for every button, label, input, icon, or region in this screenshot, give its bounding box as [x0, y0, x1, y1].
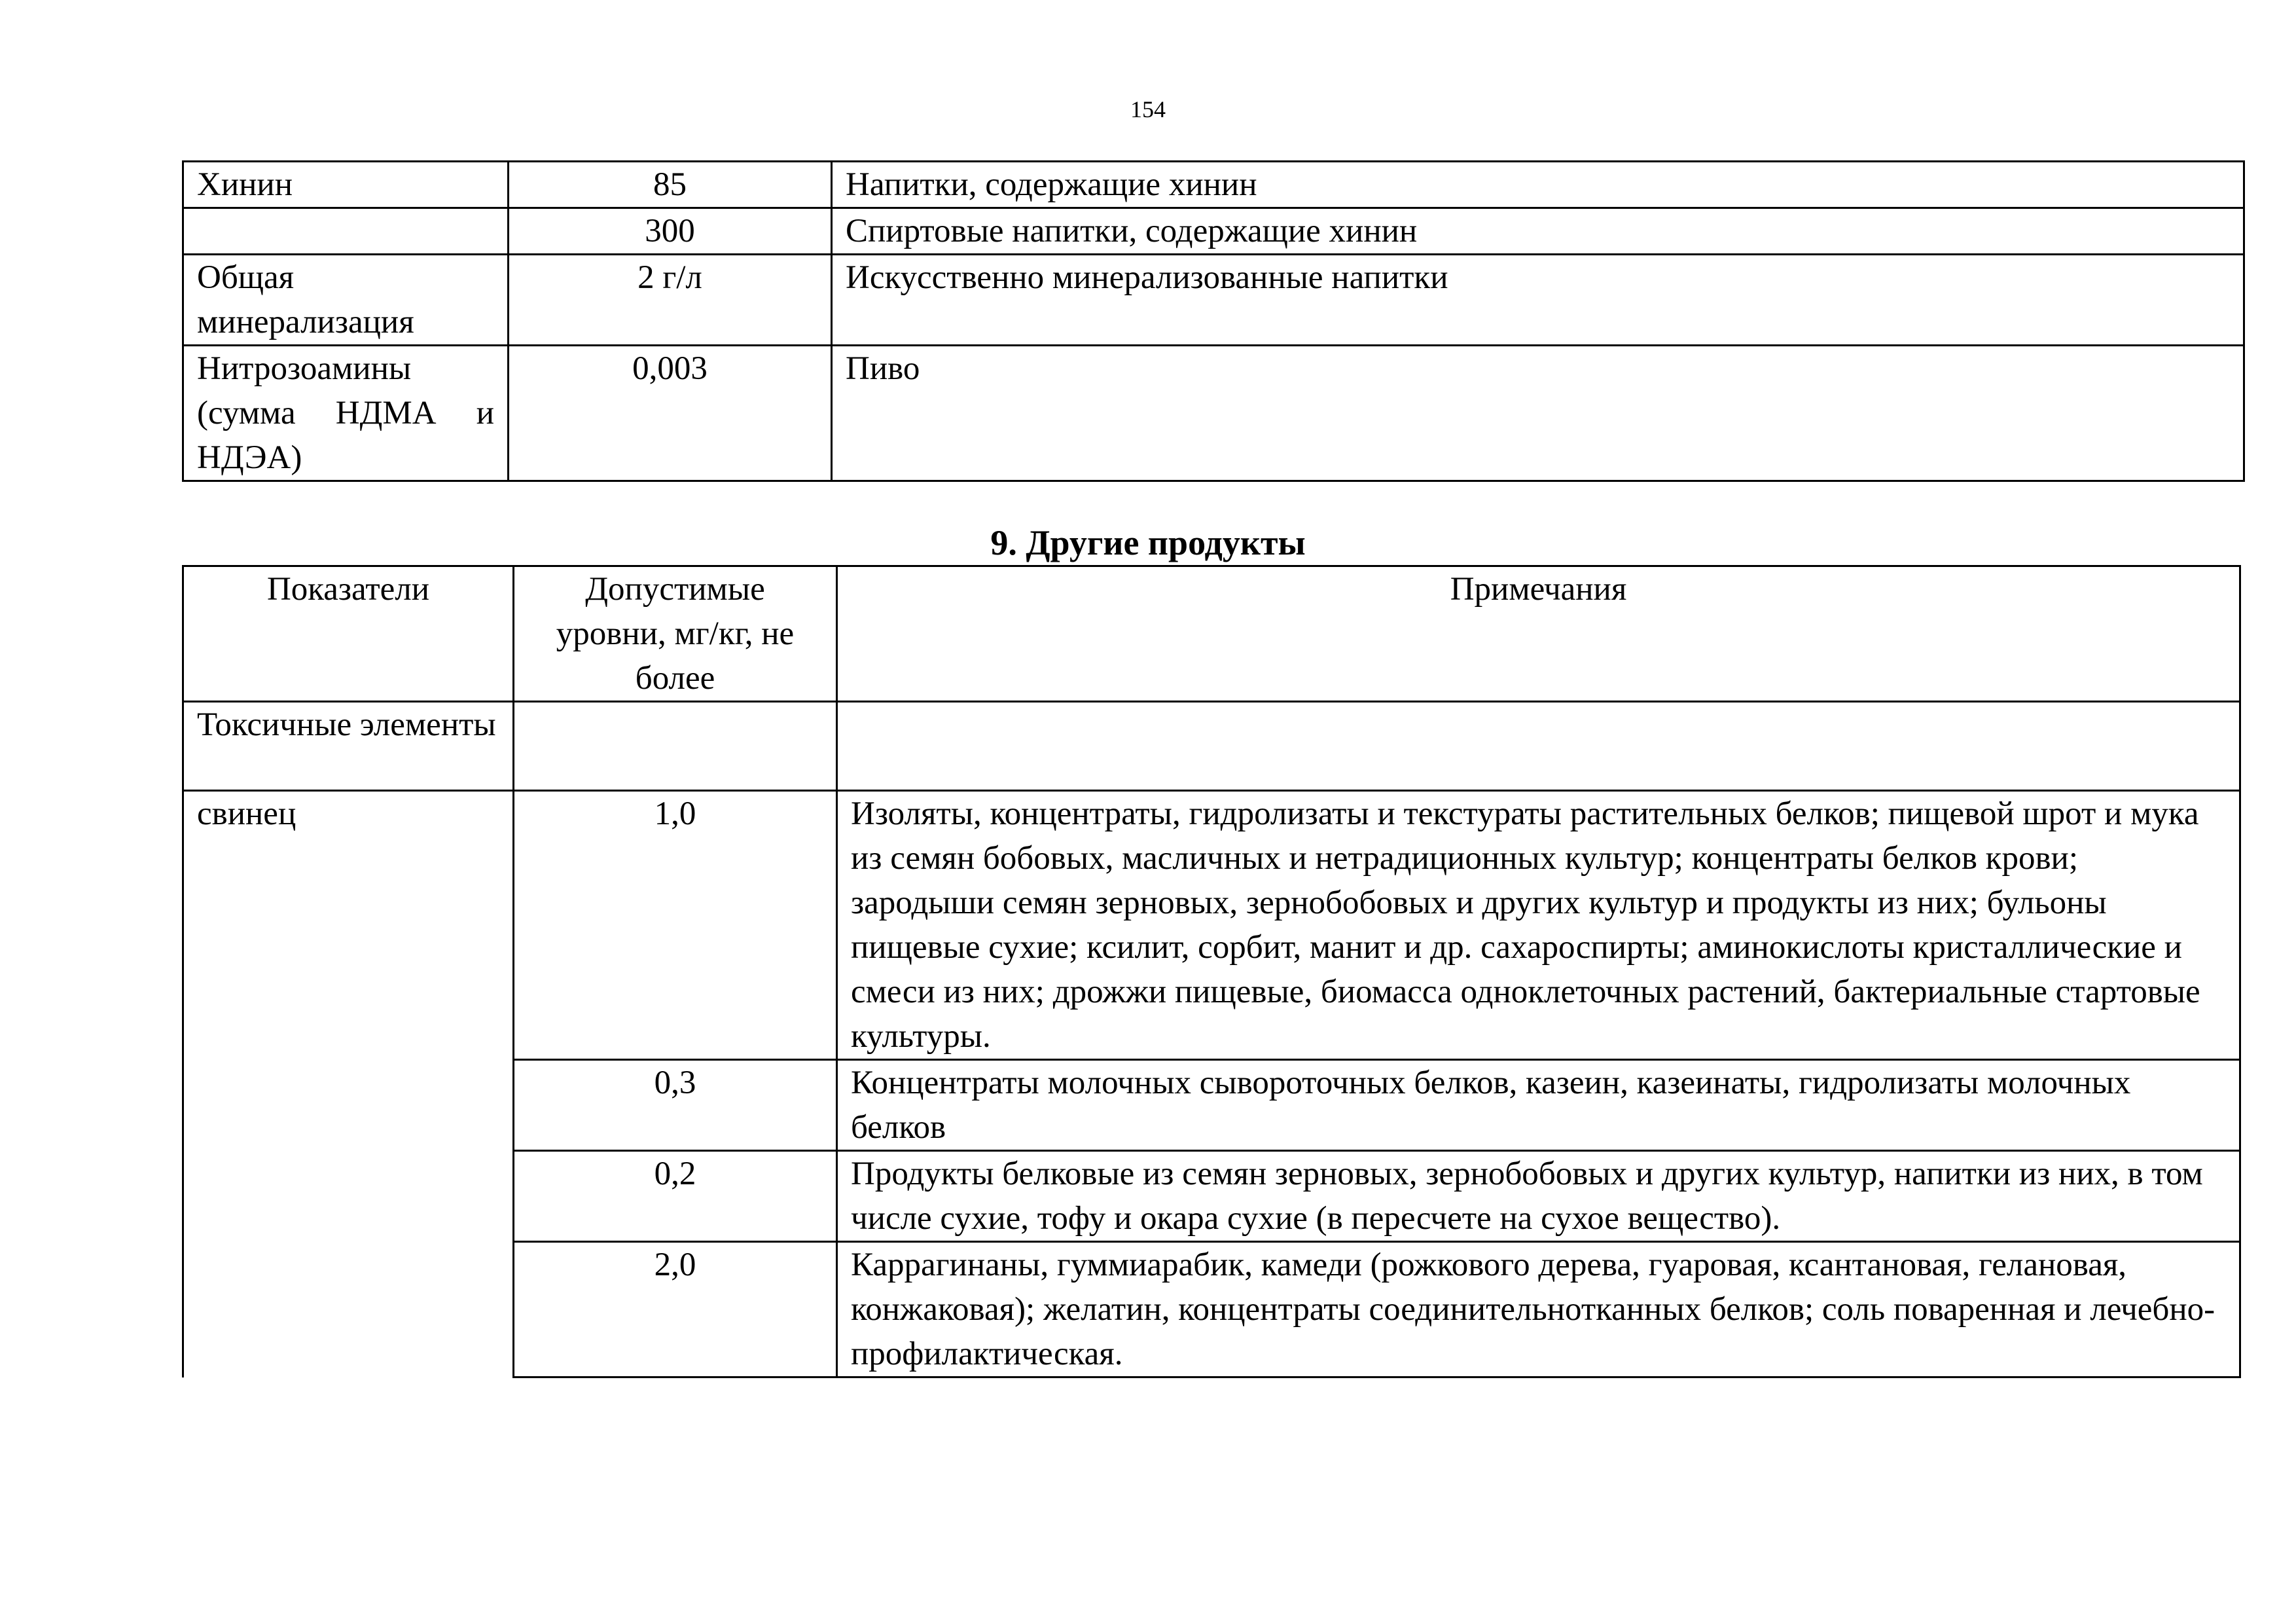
indicator-text: Нитрозоамины (сумма НДМА и НДЭА) — [197, 350, 494, 476]
section-title: 9. Другие продукты — [990, 523, 1306, 562]
level-cell: 85 — [509, 162, 832, 208]
note-cell — [837, 702, 2240, 791]
table-row — [183, 346, 2244, 481]
level-cell: 0,003 — [509, 346, 832, 481]
level-cell: 0,3 — [514, 1060, 837, 1151]
table-row — [183, 255, 2244, 346]
header-note: Примечания — [837, 566, 2240, 702]
header-indicator: Показатели — [183, 566, 514, 702]
page-number: 154 — [1130, 96, 1166, 122]
note-cell: Каррагинаны, гуммиарабик, камеди (рожкового дерева, гуаровая, ксантановая, гелановая, конжаковая); желатин, концентраты соединительнотканных белков; соль поваренная и лечебно-профилактическая. — [837, 1242, 2240, 1377]
note-cell: Продукты белковые из семян зерновых, зернобобовых и других культур, напитки из них, в том числе сухие, тофу и окара сухие (в пересчете на сухое вещество). — [837, 1151, 2240, 1242]
level-cell: 2,0 — [514, 1242, 837, 1377]
indicator-cell — [183, 208, 509, 255]
table-row — [183, 208, 2244, 255]
table-row — [183, 162, 2244, 208]
element-cell: свинец — [183, 791, 514, 1377]
group-label: Токсичные элементы — [183, 702, 514, 791]
level-cell — [514, 702, 837, 791]
indicator-cell: Общая минерализация — [183, 255, 509, 346]
indicator-cell — [183, 346, 509, 481]
note-cell: Напитки, содержащие хинин — [832, 162, 2244, 208]
note-cell: Спиртовые напитки, содержащие хинин — [832, 208, 2244, 255]
limits-table-other-products — [182, 565, 2241, 1378]
level-cell: 0,2 — [514, 1151, 837, 1242]
table-row — [183, 791, 2240, 1060]
indicator-cell: Хинин — [183, 162, 509, 208]
header-level — [514, 566, 837, 702]
header-row — [183, 566, 2240, 702]
note-cell: Искусственно минерализованные напитки — [832, 255, 2244, 346]
level-cell: 300 — [509, 208, 832, 255]
level-cell: 1,0 — [514, 791, 837, 1060]
table-row — [183, 702, 2240, 791]
note-cell: Пиво — [832, 346, 2244, 481]
header-level-text: Допустимые уровни, мг/кг, не более — [556, 571, 795, 697]
limits-table-beverages — [182, 160, 2245, 482]
level-cell: 2 г/л — [509, 255, 832, 346]
note-cell: Изоляты, концентраты, гидролизаты и текстураты растительных белков; пищевой шрот и мука из семян бобовых, масличных и нетрадиционных культур; концентраты белков крови; зародыши семян зерновых, зернобобовых и других культур и продукты из них; бульоны пищевые сухие; ксилит, сорбит, манит и др. сахароспирты; аминокислоты кристаллические и смеси из них; дрожжи пищевые, биомасса одноклеточных растений, бактериальные стартовые культуры. — [837, 791, 2240, 1060]
note-cell: Концентраты молочных сывороточных белков, казеин, казеинаты, гидролизаты молочных белков — [837, 1060, 2240, 1151]
